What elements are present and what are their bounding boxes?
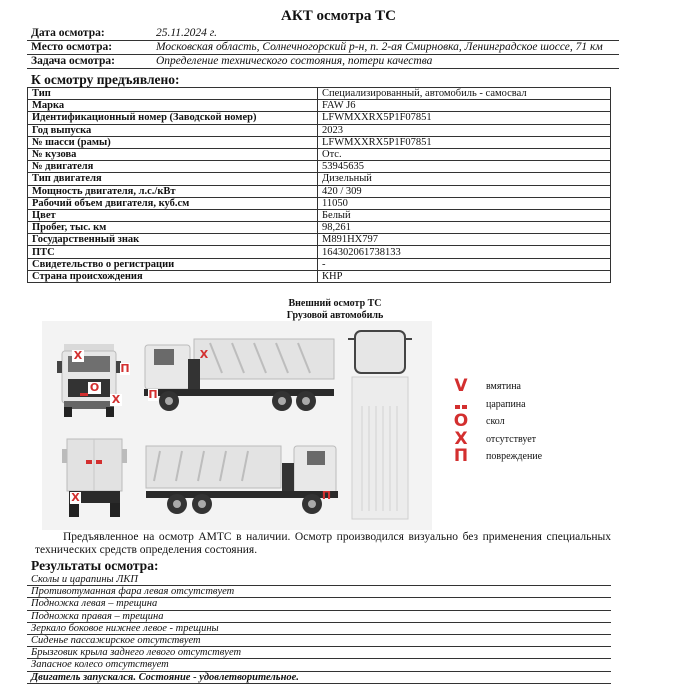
damage-mark-scratch [80, 393, 88, 396]
result-item: Подножка левая – трещина [27, 598, 611, 610]
diagram-title-line2: Грузовой автомобиль [286, 310, 384, 321]
legend-label: отсутствует [486, 433, 537, 445]
property-label: Рабочий объем двигателя, куб.см [28, 197, 318, 209]
meta-label: Место осмотра: [31, 41, 113, 53]
property-label: № кузова [28, 148, 318, 160]
property-row [28, 136, 611, 148]
result-item: Противотуманная фара левая отсутствует [27, 586, 611, 598]
meta-row-task [27, 55, 619, 69]
property-row [28, 222, 611, 234]
property-row [28, 234, 611, 246]
damage-mark-missing: X [111, 393, 121, 406]
property-label: № двигателя [28, 161, 318, 173]
truck-rear-view [62, 439, 127, 517]
property-value: 420 / 309 [318, 185, 611, 197]
results-list [27, 574, 611, 684]
truck-front-view [57, 344, 121, 417]
property-value: Белый [318, 209, 611, 221]
property-label: Страна происхождения [28, 270, 318, 282]
property-label: Тип двигателя [28, 173, 318, 185]
damage-mark-scratch [86, 460, 92, 464]
property-row [28, 258, 611, 270]
truck-side-view-right [146, 446, 338, 514]
damage-mark-chip: O [89, 381, 100, 394]
legend-item-dent [450, 378, 542, 396]
damage-legend [450, 378, 542, 466]
damage-mark-damaged: П [321, 489, 332, 502]
legend-label: вмятина [486, 381, 521, 393]
damage-mark-missing: X [73, 349, 83, 362]
chip-symbol-icon: O [453, 411, 469, 432]
property-row [28, 185, 611, 197]
meta-label: Задача осмотра: [31, 55, 115, 67]
damage-mark-missing: X [71, 491, 80, 504]
truck-illustrations [42, 321, 432, 530]
damage-mark-damaged: П [148, 388, 158, 401]
property-value: 2023 [318, 124, 611, 136]
property-label: Идентификационный номер (Заводской номер) [28, 112, 318, 124]
property-row [28, 209, 611, 221]
missing-symbol-icon: X [454, 428, 468, 449]
result-conclusion: Двигатель запускался. Состояние - удовлетворительное. [27, 672, 611, 684]
property-label: Цвет [28, 209, 318, 221]
property-row [28, 246, 611, 258]
meta-label: Дата осмотра: [31, 27, 105, 39]
property-row [28, 100, 611, 112]
result-item: Сколы и царапины ЛКП [27, 574, 611, 586]
meta-value: Московская область, Солнечногорский р-н, п. 2-ая Смирновка, Ленинградское шоссе, 71 км [156, 41, 603, 53]
property-label: Свидетельство о регистрации [28, 258, 318, 270]
legend-label: скол [486, 416, 505, 428]
property-value: LFWMXXRX5P1F07851 [318, 136, 611, 148]
truck-damage-diagram [42, 321, 432, 530]
vehicle-properties-table [27, 87, 611, 283]
property-row [28, 197, 611, 209]
property-value: М891НХ797 [318, 234, 611, 246]
inspection-note: Предъявленное на осмотр АМТС в наличии. Осмотр производился визуально без применения специальных технических средств определения состояния. [35, 531, 611, 556]
property-value: Специализированный, автомобиль - самосвал [318, 88, 611, 100]
legend-label: повреждение [486, 451, 543, 463]
diagram-title [235, 298, 435, 322]
scratch-symbol-icon [450, 396, 472, 413]
property-row [28, 161, 611, 173]
result-item: Брызговик крыла заднего левого отсутствует [27, 647, 611, 659]
result-item: Сиденье пассажирское отсутствует [27, 635, 611, 647]
property-value: 164302061738133 [318, 246, 611, 258]
damage-mark-damaged: П [120, 362, 130, 375]
property-label: Мощность двигателя, л.с./кВт [28, 185, 318, 197]
property-value: 11050 [318, 197, 611, 209]
diagram-title-line1: Внешний осмотр ТС [288, 298, 382, 309]
result-item: Подножка правая – трещина [27, 611, 611, 623]
property-value: КНР [318, 270, 611, 282]
result-item: Запасное колесо отсутствует [27, 659, 611, 671]
legend-item-chip [450, 413, 542, 431]
results-heading: Результаты осмотра: [31, 558, 159, 573]
property-label: Пробег, тыс. км [28, 222, 318, 234]
property-value: Дизельный [318, 173, 611, 185]
damage-symbol-icon: П [453, 446, 469, 467]
property-value: Отс. [318, 148, 611, 160]
truck-side-view-left [144, 339, 334, 411]
damage-mark-scratch [96, 460, 102, 464]
property-value: LFWMXXRX5P1F07851 [318, 112, 611, 124]
property-label: Марка [28, 100, 318, 112]
document-title: АКТ осмотра ТС [281, 8, 396, 24]
property-label: Тип [28, 88, 318, 100]
meta-value: Определение технического состояния, потери качества [156, 55, 433, 67]
result-item: Зеркало боковое нижнее левое - трещины [27, 623, 611, 635]
legend-item-damage [450, 448, 542, 466]
dent-symbol-icon: V [454, 376, 468, 397]
legend-label: царапина [486, 398, 526, 410]
inspection-meta [27, 27, 619, 69]
property-label: Год выпуска [28, 124, 318, 136]
property-value: - [318, 258, 611, 270]
damage-mark-missing: X [199, 348, 209, 361]
property-value: FAW J6 [318, 100, 611, 112]
property-row [28, 270, 611, 282]
meta-row-date [27, 27, 619, 41]
property-row [28, 112, 611, 124]
property-label: № шасси (рамы) [28, 136, 318, 148]
property-label: Государственный знак [28, 234, 318, 246]
property-row [28, 173, 611, 185]
truck-top-view [348, 331, 412, 519]
property-row [28, 124, 611, 136]
property-row [28, 88, 611, 100]
meta-row-place [27, 41, 619, 55]
property-value: 98,261 [318, 222, 611, 234]
meta-value: 25.11.2024 г. [156, 27, 217, 39]
presented-heading: К осмотру предъявлено: [31, 72, 180, 87]
property-row [28, 148, 611, 160]
property-value: 53945635 [318, 161, 611, 173]
property-label: ПТС [28, 246, 318, 258]
